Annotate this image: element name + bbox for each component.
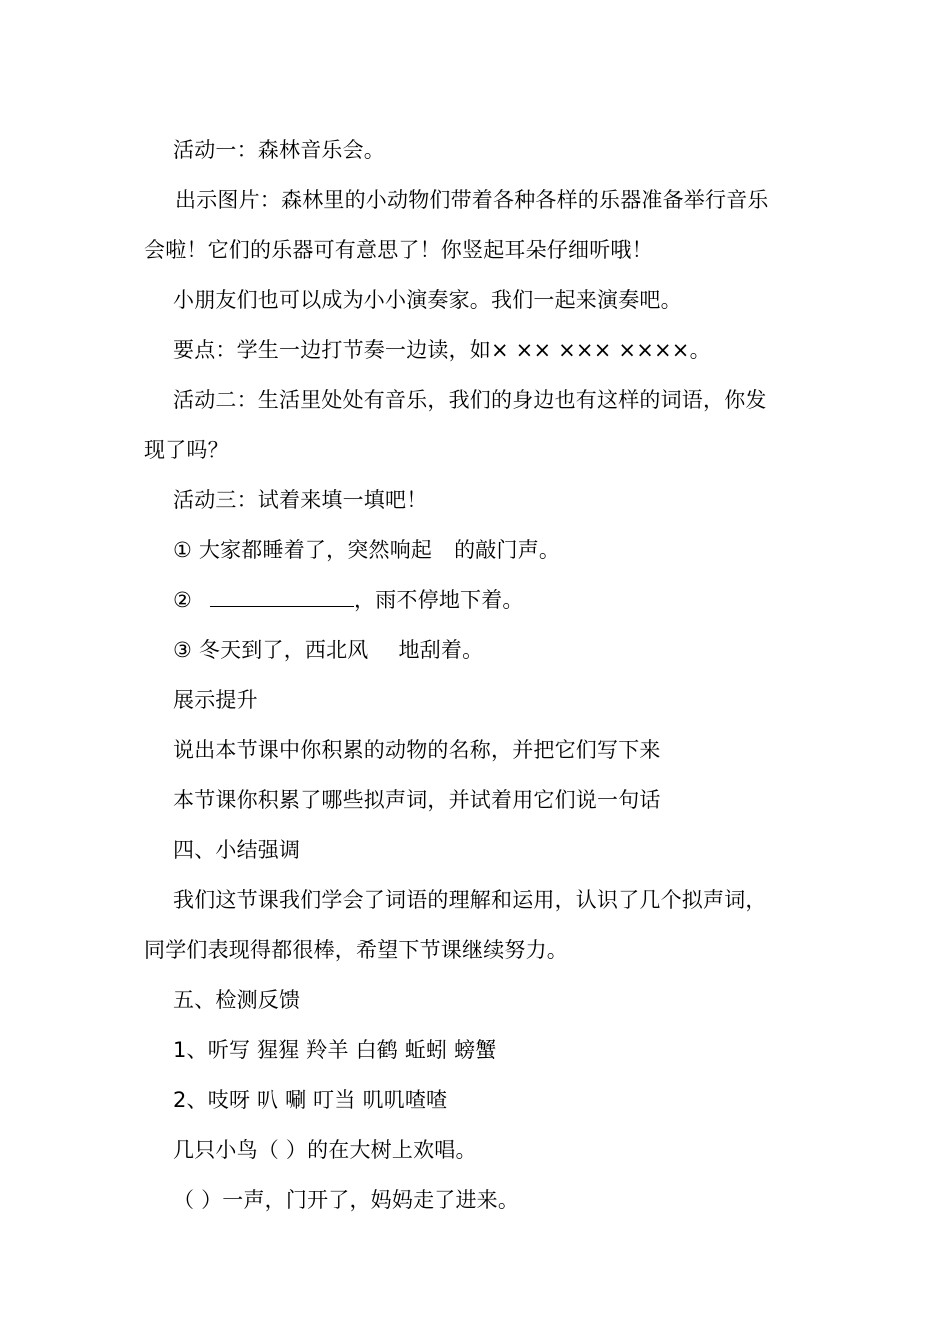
exercise-line: 1、听写 猩猩 羚羊 白鹤 蚯蚓 螃蟹 (173, 1038, 497, 1062)
paragraph-line: 说出本节课中你积累的动物的名称，并把它们写下来 (173, 738, 661, 762)
paragraph-line: 出示图片：森林里的小动物们带着各种各样的乐器准备举行音乐 (175, 188, 769, 212)
blank-underline (210, 588, 354, 607)
exercise-line: （ ）一声，门开了，妈妈走了进来。 (173, 1188, 520, 1212)
paragraph-line: 同学们表现得都很棒，希望下节课继续努力。 (144, 938, 568, 962)
section-heading: 四、小结强调 (173, 838, 301, 862)
fill-blank-text: ② (173, 588, 193, 612)
paragraph-line: 小朋友们也可以成为小小演奏家。我们一起来演奏吧。 (173, 288, 682, 312)
paragraph-line: 本节课你积累了哪些拟声词，并试着用它们说一句话 (173, 788, 661, 812)
paragraph-line: 我们这节课我们学会了词语的理解和运用，认识了几个拟声词， (173, 888, 767, 912)
paragraph-line: 现了吗？ (144, 438, 229, 462)
fill-blank-text: ① 大家都睡着了，突然响起 (173, 538, 433, 562)
activity-one-heading: 活动一：森林音乐会。 (173, 138, 385, 162)
paragraph-line: 会啦！它们的乐器可有意思了！你竖起耳朵仔细听哦！ (144, 238, 653, 262)
paragraph-line: 要点：学生一边打节奏一边读，如× ×× ××× ××××。 (173, 338, 711, 362)
fill-blank-text: ③ 冬天到了，西北风 (173, 638, 369, 662)
section-heading: 展示提升 (173, 688, 258, 712)
fill-blank-text: 的敲门声。 (454, 538, 561, 562)
fill-blank-text: 地刮着。 (398, 638, 484, 662)
fill-blank-item-3 (144, 635, 845, 665)
fill-blank-item-1 (144, 535, 845, 565)
fill-blank-text: ，雨不停地下着。 (354, 588, 524, 612)
section-heading: 五、检测反馈 (173, 988, 301, 1012)
exercise-line: 几只小鸟（ ）的在大树上欢唱。 (173, 1138, 477, 1162)
exercise-line: 2、吱呀 叭 唰 叮当 叽叽喳喳 (173, 1088, 448, 1112)
fill-blank-item-2 (144, 585, 845, 615)
activity-three-heading: 活动三：试着来填一填吧！ (173, 488, 428, 512)
activity-two-line: 活动二：生活里处处有音乐，我们的身边也有这样的词语，你发 (173, 388, 767, 412)
